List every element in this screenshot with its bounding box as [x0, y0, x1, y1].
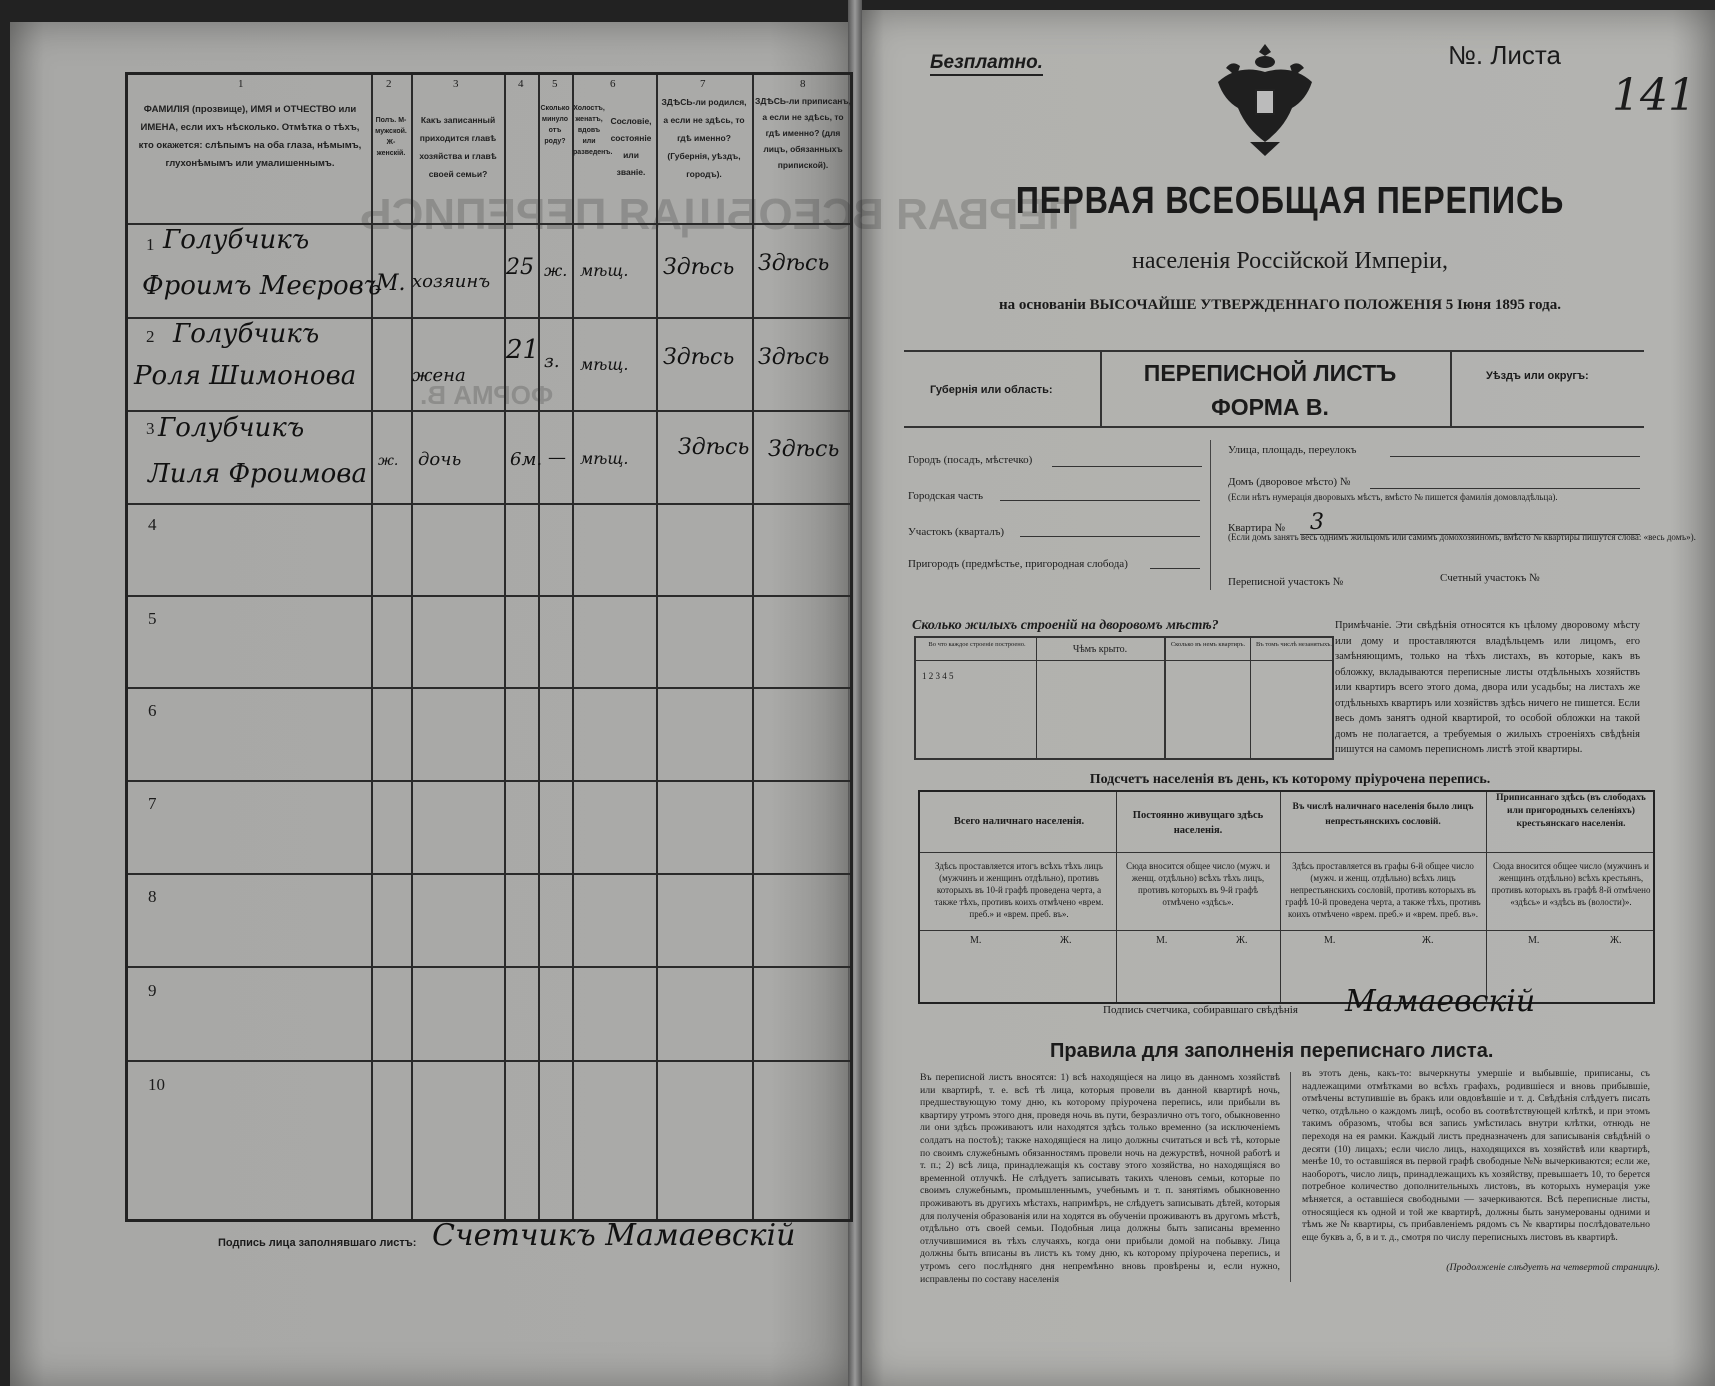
col-number: 2: [386, 78, 392, 90]
row-number: 4: [148, 515, 157, 534]
note-paragraph: Примѣчаніе. Эти свѣдѣнія относятся къ цѣлому дворовому мѣсту или дому и проставляются владѣльцемъ или лицомъ, его замѣняющимъ, только на тѣхъ листахъ, въ которые, какъ въ обложку, вкладываются переписные листы отдѣльныхъ хозяйствъ или квартиръ всего этого дома, двора или усадьбы; на листахъ же отдѣльныхъ квартиръ или хозяйствъ здѣсь ничего не пишется. Если весь домъ занятъ одной квартирой, то особой обложки на такой домъ не полагается, а требуемыя о жилыхъ строеніяхъ свѣдѣнія пишутся на самомъ переписномъ листѣ этой квартиры.: [1335, 620, 1640, 755]
female-label: Ж.: [1610, 935, 1622, 946]
sheet-number-label: №. Листа: [1448, 40, 1562, 70]
col-header-birthplace: ЗДѢСЬ-ли родился, а если не здѣсь, то гдѣ именно? (Губернія, уѣздъ, городъ).: [661, 97, 747, 179]
male-label: М.: [1156, 935, 1168, 946]
col-divider: [371, 75, 373, 1219]
col-header-age: Сколько минуло отъ роду?: [540, 105, 570, 145]
marital-entry: з.: [544, 351, 560, 372]
col-divider: [572, 75, 574, 1219]
buildings-col-residents: Въ томъ числѣ незанятыхъ.: [1256, 641, 1332, 648]
col-number: 6: [610, 78, 616, 90]
relation-entry: хозяинъ: [412, 271, 491, 292]
col-divider: [411, 75, 413, 1219]
buildings-table: [914, 636, 1334, 760]
col-header-relation: Какъ записанный приходится главѣ хозяйства и главѣ своей семьи?: [419, 115, 497, 179]
mf-rule: [920, 930, 1653, 931]
buildings-col-apartments: Сколько въ немъ квартиръ.: [1170, 641, 1246, 648]
fields-divider: [1210, 440, 1211, 590]
registered-entry: Здѣсь: [758, 251, 830, 276]
row-number: 6: [148, 701, 157, 720]
bleed-through-form: ФОРМА В.: [420, 380, 554, 410]
col-header-estate: Сословіе, состояніе или званіе.: [610, 116, 652, 177]
count-col-present: Всего наличнаго населенія.: [953, 816, 1085, 827]
double-headed-eagle-icon: [1210, 38, 1320, 160]
marital-entry: ж.: [544, 261, 568, 280]
count-col-resident: Постоянно живущаго здѣсь населенія.: [1132, 810, 1264, 836]
row-rule: [128, 780, 850, 782]
birthplace-entry: Здѣсь: [678, 435, 750, 460]
header-rule: [916, 660, 1332, 661]
district-line: [1020, 536, 1200, 537]
enumerator-signature-label: Подпись счетчика, собиравшаго свѣдѣнія: [1103, 1004, 1298, 1016]
age-entry: 21: [506, 335, 540, 365]
given-name-entry: Роля Шимонова: [134, 361, 357, 391]
population-count-table: [918, 790, 1655, 1004]
male-label: М.: [970, 935, 982, 946]
apartment-number: 3: [1310, 510, 1324, 535]
male-label: М.: [1528, 935, 1540, 946]
city-label: Городъ (посадъ, мѣстечко): [908, 454, 1033, 466]
header-rule: [920, 852, 1653, 853]
row-number: 5: [148, 609, 157, 628]
filler-signature: Счетчикъ Мамаевскій: [432, 1218, 796, 1253]
street-label: Улица, площадь, переулокъ: [1228, 444, 1357, 456]
col-divider: [1486, 792, 1487, 1002]
city-line: [1052, 466, 1202, 467]
rules-title: Правила для заполненія переписнаго листа.: [1050, 1040, 1494, 1062]
female-label: Ж.: [1422, 935, 1434, 946]
suburb-label: Пригородъ (предмѣстье, пригородная слобода): [908, 558, 1128, 570]
buildings-col-floors: Во что каждое строеніе построено.: [928, 641, 1026, 648]
female-label: Ж.: [1060, 935, 1072, 946]
birthplace-entry: Здѣсь: [663, 345, 735, 370]
row-number: 10: [148, 1075, 165, 1094]
continued-note: (Продолженіе слѣдуетъ на четвертой страницѣ).: [1446, 1262, 1660, 1273]
relation-entry: жена: [412, 365, 466, 386]
population-count-title: Подсчетъ населенія въ день, къ которому пріурочена перепись.: [1089, 772, 1491, 787]
row-rule: [128, 410, 850, 412]
buildings-row-numbers: 1 2 3 4 5: [922, 671, 954, 681]
house-line: [1370, 488, 1640, 489]
rules-column-left: Въ переписной листъ вносятся: 1) всѣ находящіеся на лицо въ данномъ хозяйствѣ или квартирѣ, т. е. всѣ тѣ лица, которыя провели въ данной квартирѣ ночь, предшествующую тому дню, къ которому пріурочена перепись, или прибыли въ квартиру утромъ этого дня, проведя ночь въ пути, безразлично отъ того, обыкновенно ли они здѣсь проживаютъ или находятся здѣсь только временно (за исключеніемъ солдатъ на постоѣ); также находящіеся на лицо должны считаться и всѣ тѣ, которые по своимъ служебнымъ обязанностямъ провели ночь на дежурствѣ, ночной работѣ и т. п.; 2) всѣ лица, принадлежащія къ составу этого хозяйства, но находящіяся во временной отлучкѣ. Не слѣдуетъ записывать такихъ членовъ семьи, которые по своимъ служебнымъ, промышленнымъ, учебнымъ и т. п. занятіямъ обыкновенно проживаютъ въ другихъ мѣстахъ, напримѣръ, не слѣдуетъ записывать дѣтей, которыя для полученія образованія или на ходятся въ обученіи проживаютъ въ другомъ мѣстѣ, отдѣльно отъ своей семьи. Подобныя лица должны быть записаны временно отлучившимися въ тѣхъ случаяхъ, когда они прибыли домой на побывку. Лица должны быть вписаны въ листъ къ тому дню, къ которому пріурочена перепись, и утромъ сего послѣдняго дня непремѣнно вновь провѣрены и, если нужно, исправлены по составу населенія: [920, 1072, 1280, 1285]
estate-entry: мѣщ.: [580, 449, 629, 468]
house-label: Домъ (дворовое мѣсто) №: [1228, 476, 1351, 488]
uyezd-label: Уѣздъ или округъ:: [1486, 370, 1589, 382]
count-note-resident: Сюда вносится общее число (мужч. и женщ. отдѣльно) всѣхъ тѣхъ лицъ, противъ которыхъ въ 9-й графѣ отмѣчено «здѣсь».: [1126, 861, 1270, 907]
registered-entry: Здѣсь: [758, 345, 830, 370]
col-divider: [538, 75, 540, 1219]
col-divider: [1250, 638, 1251, 758]
count-note-nonestate: Здѣсь проставляется въ графы 6-й общее число (мужч. и женщ. отдѣльно) всѣхъ лицъ непрестьянскихъ сословій, противъ которыхъ въ графѣ 10-й проведена черта, а также тѣхъ, противъ коихъ отмѣчено «врем. преб.» и «врем. преб. въ».: [1285, 861, 1481, 919]
census-title: ПЕРВАЯ ВСЕОБЩАЯ ПЕРЕПИСЬ: [1015, 180, 1565, 222]
registered-entry: Здѣсь: [768, 437, 840, 462]
male-label: М.: [1324, 935, 1336, 946]
marital-entry: —: [548, 447, 566, 468]
surname-entry: Голубчикъ: [173, 319, 320, 349]
col-divider: [504, 75, 506, 1219]
col-header-sex: Полъ. М-мужской. Ж-женскій.: [375, 117, 407, 157]
given-name-entry: Фроимъ Меєровъ: [142, 271, 382, 301]
sex-entry: М.: [376, 271, 406, 296]
census-legal-basis: на основаніи ВЫСОЧАЙШЕ УТВЕРЖДЕННАГО ПОЛОЖЕНІЯ 5 Іюня 1895 года.: [999, 297, 1561, 313]
col-number: 1: [238, 78, 244, 90]
col-header-registered: ЗДѢСЬ-ли приписанъ, а если не здѣсь, то гдѣ именно? (для лицъ, обязанныхъ припиской).: [755, 96, 851, 170]
female-label: Ж.: [1236, 935, 1248, 946]
counting-section-label: Счетный участокъ №: [1440, 572, 1540, 584]
row-rule: [128, 966, 850, 968]
buildings-title: Сколько жилыхъ строеній на дворовомъ мѣстѣ?: [912, 618, 1219, 633]
row-rule: [128, 595, 850, 597]
surname-entry: Голубчикъ: [158, 413, 305, 443]
given-name-entry: Лиля Фроимова: [148, 459, 367, 489]
buildings-col-roof: Чѣмъ крыто.: [1072, 644, 1128, 655]
col-number: 8: [800, 78, 806, 90]
age-entry: 6м.: [510, 449, 543, 470]
district-label: Участокъ (кварталъ): [908, 526, 1005, 538]
col-divider: [1036, 638, 1037, 758]
sheet-form-title: [1100, 356, 1440, 424]
age-entry: 25: [506, 255, 534, 280]
col-divider: [752, 75, 754, 1219]
row-rule: [128, 1060, 850, 1062]
census-subtitle: населенія Россійской Имперіи,: [1132, 248, 1448, 274]
sex-entry: ж.: [378, 453, 399, 469]
col-header-name: ФАМИЛІЯ (прозвище), ИМЯ и ОТЧЕСТВО или ИМЕНА, если ихъ нѣсколько. Отмѣтка о тѣхъ, кто окажется: слѣпымъ на оба глаза, нѣмымъ, глухонѣмымъ или умалишеннымъ.: [138, 104, 362, 169]
apartment-label: Квартира №: [1228, 522, 1285, 534]
col-number: 3: [453, 78, 459, 90]
household-members-table: [125, 72, 853, 1222]
row-rule: [128, 873, 850, 875]
row-number: 8: [148, 887, 157, 906]
city-part-line: [1000, 500, 1200, 501]
row-number: 7: [148, 794, 157, 813]
rules-column-right: въ этотъ день, какъ-то: вычеркнуты умершіе и выбывшіе, приписаны, съ надлежащими отмѣтками во всѣхъ графахъ, родившіеся и вновь прибывшіе, отмѣчены вступившіе въ бракъ или овдовѣвшіе и т. д. Свѣдѣнія слѣдуетъ писать четко, отдѣльно о каждомъ лицѣ, особо въ соотвѣтствующей клѣткѣ, и при этомъ такимъ образомъ, чтобы вся запись умѣстилась внутри клѣтки, отнюдь не переходя на ея рамки. Каждый листъ предназначенъ для записыванія свѣдѣній о десяти (10) лицахъ; если число лицъ, находящихся въ хозяйствѣ или квартирѣ, менѣе 10, то оставшіяся въ первой графѣ свободные №№ вычеркиваются; если же, наоборотъ, число лицъ, принадлежащихъ къ хозяйству, превышаетъ 10, то берется потребное количество дополнительныхъ листовъ, въ которыхъ нумерація уже мѣняется, а оставшіеся свободными — зачеркиваются. Всѣ переписные листы, относящіеся къ одной и той же квартирѣ, должны быть занумерованы одними и тѣмъ же № квартиры, съ прибавленіемъ рядомъ съ № квартиры послѣдовательно еще буквъ а, б, в и т. д., смотря по числу переписныхъ листовъ въ квартирѣ.: [1302, 1068, 1650, 1243]
row-rule: [128, 687, 850, 689]
row-number: 9: [148, 981, 157, 1000]
box-divider: [1450, 350, 1452, 426]
relation-entry: дочь: [418, 449, 462, 470]
col-number: 4: [518, 78, 524, 90]
col-header-marital: Холостъ, женатъ, вдовъ или разведенъ.: [573, 105, 613, 156]
census-section-label: Переписной участокъ №: [1228, 576, 1344, 588]
row-rule: [128, 503, 850, 505]
governorate-label: Губернія или область:: [930, 384, 1053, 396]
apartment-note: (Если домъ занятъ весь однимъ жильцомъ или самимъ домохозяиномъ, вмѣсто № квартиры пишутся слова: «весь домъ»).: [1228, 532, 1696, 542]
count-note-present: Здѣсь проставляется итогъ всѣхъ тѣхъ лицъ (мужчинъ и женщинъ отдѣльно), противъ которыхъ въ 10-й графѣ проведена черта, а также тѣхъ, противъ коихъ отмѣчено «врем. преб.» и «врем. преб. въ».: [934, 861, 1104, 919]
form-label: ФОРМА В.: [1211, 394, 1329, 420]
estate-entry: мѣщ.: [580, 261, 629, 280]
filler-signature-label: Подпись лица заполнявшаго листъ:: [218, 1237, 417, 1249]
suburb-line: [1150, 568, 1200, 569]
bleed-through-title: ПЕРВАЯ ВСЕОБЩАЯ ПЕРЕПИСЬ: [360, 190, 1080, 239]
birthplace-entry: Здѣсь: [663, 255, 735, 280]
col-number: 7: [700, 78, 706, 90]
col-divider: [1164, 638, 1166, 758]
col-divider: [656, 75, 658, 1219]
street-line: [1390, 456, 1640, 457]
count-col-nonestate: Въ числѣ наличнаго населенія было лицъ непрестьянскихъ сословій.: [1292, 802, 1474, 827]
estate-entry: мѣщ.: [580, 355, 629, 374]
sheet-title-line: ПЕРЕПИСНОЙ ЛИСТЪ: [1143, 360, 1397, 386]
surname-entry: Голубчикъ: [163, 225, 310, 255]
col-divider: [1116, 792, 1117, 1002]
city-part-label: Городская часть: [908, 490, 984, 502]
count-col-registered: Приписаннаго здѣсь (въ слободахъ или пригородныхъ селеніяхъ) крестьянскаго населенія.: [1496, 793, 1646, 829]
free-of-charge-mark: Безплатно.: [930, 52, 1043, 76]
col-divider: [1280, 792, 1281, 1002]
row-number: 1: [146, 235, 155, 254]
row-number: 3: [146, 419, 155, 438]
rules-divider: [1290, 1072, 1291, 1282]
col-number: 5: [552, 78, 558, 90]
enumerator-signature: Мамаевскій: [1345, 984, 1536, 1019]
row-number: 2: [146, 327, 155, 346]
count-note-registered: Сюда вносится общее число (мужчинъ и женщинъ отдѣльно) всѣхъ крестьянъ, противъ которыхъ въ графѣ 8-й отмѣчено «здѣсь» и «здѣсь въ (волости)».: [1491, 861, 1651, 907]
sheet-number-handwritten: 141: [1612, 70, 1696, 121]
house-note: (Если нѣтъ нумерація дворовыхъ мѣстъ, вмѣсто № пишется фамилія домовладѣльца).: [1228, 492, 1558, 502]
